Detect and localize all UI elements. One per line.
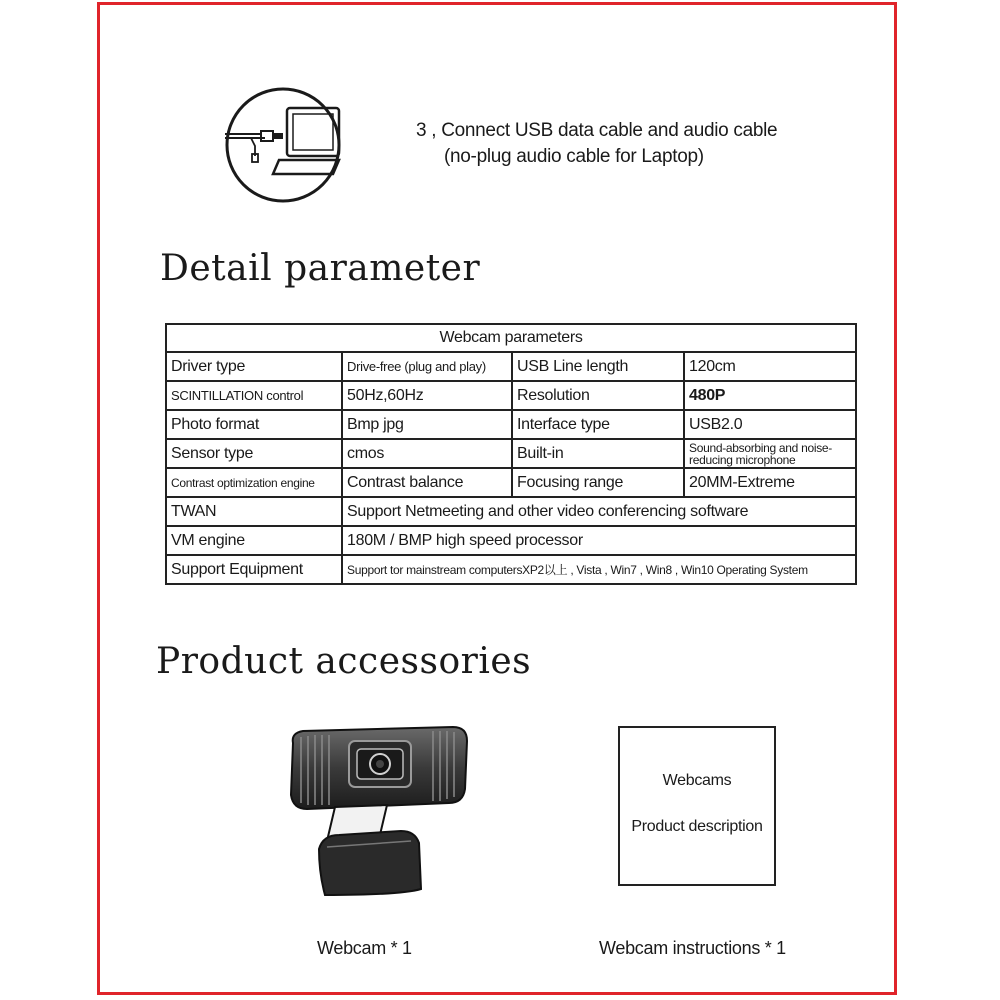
param-value: Drive-free (plug and play) xyxy=(342,352,512,381)
table-row xyxy=(166,526,856,555)
param-value: 20MM-Extreme xyxy=(684,468,856,497)
param-value: 480P xyxy=(684,381,856,410)
webcam-icon xyxy=(283,723,473,898)
param-label: USB Line length xyxy=(512,352,684,381)
webcam-caption: Webcam * 1 xyxy=(317,938,412,958)
table-row xyxy=(166,410,856,439)
param-label: Interface type xyxy=(512,410,684,439)
param-label: Resolution xyxy=(512,381,684,410)
param-value: Contrast balance xyxy=(342,468,512,497)
table-row xyxy=(166,555,856,584)
param-value: cmos xyxy=(342,439,512,468)
instruction-manual-box xyxy=(618,726,776,886)
param-label: VM engine xyxy=(166,526,342,555)
table-row xyxy=(166,352,856,381)
table-row xyxy=(166,439,856,468)
param-value: USB2.0 xyxy=(684,410,856,439)
manual-line1: Webcams xyxy=(662,772,732,789)
param-label: TWAN xyxy=(166,497,342,526)
param-label: Sensor type xyxy=(166,439,342,468)
table-row xyxy=(166,381,856,410)
table-title: Webcam parameters xyxy=(166,324,856,352)
usb-laptop-icon xyxy=(221,86,345,204)
param-label: Support Equipment xyxy=(166,555,342,584)
param-label: Built-in xyxy=(512,439,684,468)
webcam-parameters-table xyxy=(165,323,857,585)
instructions-caption: Webcam instructions * 1 xyxy=(599,938,786,958)
param-value: 120cm xyxy=(684,352,856,381)
table-row xyxy=(166,497,856,526)
param-label: Contrast optimization engine xyxy=(166,468,342,497)
param-value: Sound-absorbing and noise-reducing microphone xyxy=(684,439,856,468)
param-value: Support tor mainstream computersXP2以上 , Vista , Win7 , Win8 , Win10 Operating System xyxy=(342,555,856,584)
table-row xyxy=(166,468,856,497)
param-label: Photo format xyxy=(166,410,342,439)
step-3-line1: 3 , Connect USB data cable and audio cable xyxy=(416,120,778,141)
detail-parameter-heading: Detail parameter xyxy=(160,248,481,289)
param-value: Support Netmeeting and other video conferencing software xyxy=(342,497,856,526)
param-value: Bmp jpg xyxy=(342,410,512,439)
step-3-instruction xyxy=(416,118,777,170)
param-label: Driver type xyxy=(166,352,342,381)
param-value: 180M / BMP high speed processor xyxy=(342,526,856,555)
param-label: Focusing range xyxy=(512,468,684,497)
param-label: SCINTILLATION control xyxy=(166,381,342,410)
step-3-line2: (no-plug audio cable for Laptop) xyxy=(444,146,704,167)
product-accessories-heading: Product accessories xyxy=(156,641,532,682)
param-value: 50Hz,60Hz xyxy=(342,381,512,410)
manual-line2: Product description xyxy=(631,818,763,835)
